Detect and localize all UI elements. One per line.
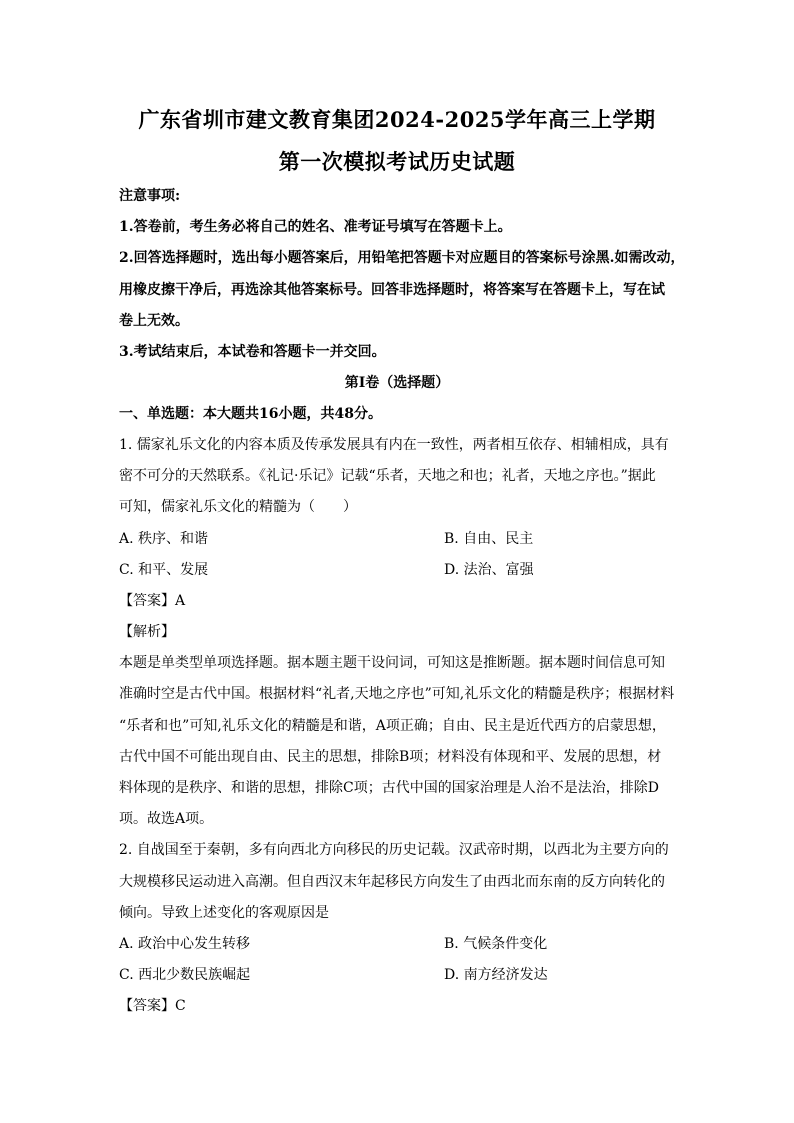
notice-item-2-line2: 用橡皮擦干净后，再选涂其他答案标号。回答非选择题时，将答案写在答题卡上，写在试 [119, 282, 665, 298]
notice-item-3: 3.考试结束后，本试卷和答题卡一并交回。 [119, 344, 386, 360]
part-title: 一、单选题：本大题共16小题，共48分。 [119, 406, 382, 422]
q2-stem-line3: 倾向。导致上述变化的客观原因是 [119, 905, 329, 921]
q1-analysis-line2: 准确时空是古代中国。根据材料“礼者,天地之序也”可知,礼乐文化的精髓是秩序；根据材料 [119, 686, 675, 702]
notice-heading: 注意事项: [119, 188, 181, 204]
q2-option-b: B. 气候条件变化 [444, 936, 548, 952]
q1-analysis-label: 【解析】 [119, 624, 175, 640]
q2-stem-line1: 2. 自战国至于秦朝，多有向西北方向移民的历史记载。汉武帝时期，以西北为主要方向的 [119, 842, 669, 858]
q2-stem-line2: 大规模移民运动进入高潮。但自西汉末年起移民方向发生了由西北而东南的反方向转化的 [119, 874, 665, 890]
q1-analysis-line5: 料体现的是秩序、和谐的思想，排除C项；古代中国的国家治理是人治不是法治，排除D [119, 780, 659, 796]
exam-title-line2: 第一次模拟考试历史试题 [278, 149, 516, 174]
q1-option-d: D. 法治、富强 [444, 562, 534, 578]
q2-option-c: C. 西北少数民族崛起 [119, 967, 251, 983]
exam-title-line1: 广东省圳市建文教育集团2024-2025学年高三上学期 [138, 107, 656, 132]
q2-option-d: D. 南方经济发达 [444, 967, 548, 983]
q1-stem-line3: 可知，儒家礼乐文化的精髓为（ ） [119, 499, 357, 515]
q1-analysis-line1: 本题是单类型单项选择题。据本题主题干设问词，可知这是推断题。据本题时间信息可知 [119, 655, 665, 671]
volume-title: 第Ⅰ卷（选择题） [344, 375, 450, 391]
q1-option-b: B. 自由、民主 [444, 531, 534, 547]
q1-stem-line2: 密不可分的天然联系。《礼记·乐记》记载“乐者，天地之和也；礼者，天地之序也。”据此 [119, 468, 656, 484]
q2-option-a: A. 政治中心发生转移 [119, 936, 251, 952]
q1-option-c: C. 和平、发展 [119, 562, 209, 578]
notice-item-1: 1.答卷前，考生务必将自己的姓名、准考证号填写在答题卡上。 [119, 219, 512, 235]
q2-answer: 【答案】C [119, 998, 186, 1014]
q1-option-a: A. 秩序、和谐 [119, 531, 209, 547]
notice-item-2-line1: 2.回答选择题时，选出每小题答案后，用铅笔把答题卡对应题目的答案标号涂黑.如需改动， [119, 250, 685, 266]
q1-stem-line1: 1. 儒家礼乐文化的内容本质及传承发展具有内在一致性，两者相互依存、相辅相成，具有 [119, 437, 669, 453]
q1-answer: 【答案】A [119, 593, 186, 609]
q1-analysis-line4: 古代中国不可能出现自由、民主的思想，排除B项；材料没有体现和平、发展的思想，材 [119, 749, 662, 765]
q1-analysis-line6: 项。故选A项。 [119, 811, 214, 827]
notice-item-2-line3: 卷上无效。 [119, 313, 189, 329]
q1-analysis-line3: “乐者和也”可知,礼乐文化的精髓是和谐，A项正确；自由、民主是近代西方的启蒙思想， [119, 718, 666, 734]
